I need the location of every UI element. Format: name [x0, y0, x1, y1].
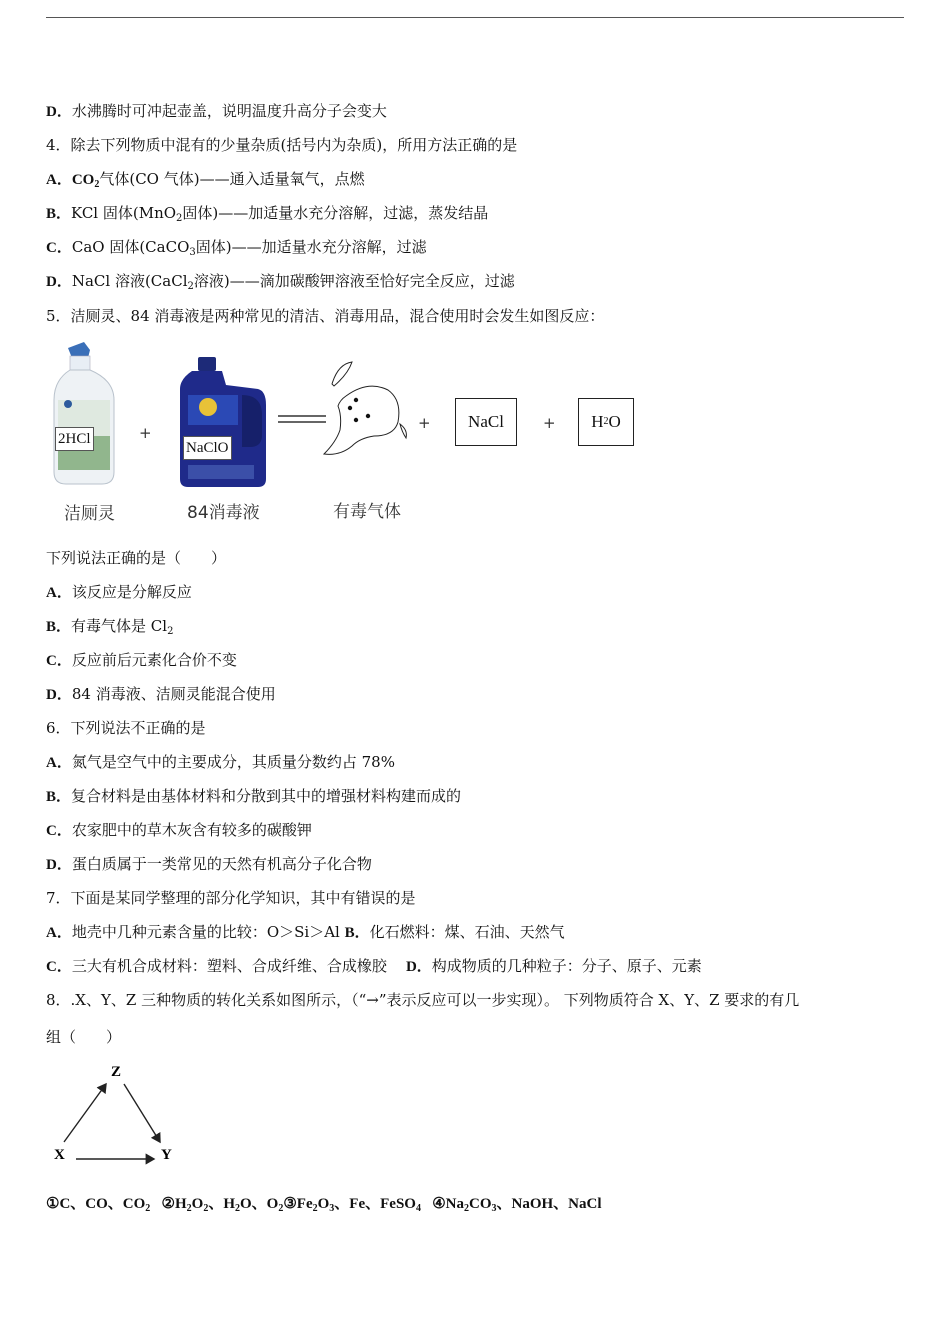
- arrow-z-to-y: [124, 1084, 160, 1142]
- option-text: 蛋白质属于一类常见的天然有机高分子化合物: [71, 855, 372, 873]
- option-key: A．: [46, 755, 72, 771]
- q7-stem: 7．下面是某同学整理的部分化学知识，其中有错误的是: [46, 889, 416, 907]
- option-text: 有毒气体是 Cl: [71, 617, 168, 635]
- formula: 、Fe、FeSO: [334, 1196, 416, 1212]
- formula: O: [608, 412, 621, 431]
- subscript: 2: [203, 1203, 209, 1214]
- option-text: 84 消毒液、洁厕灵能混合使用: [71, 685, 276, 703]
- option-text: 地壳中几种元素含量的比较：O＞Si＞Al: [71, 923, 340, 941]
- formula: 、H: [208, 1196, 235, 1212]
- option-key: C．: [46, 959, 72, 975]
- subscript: 4: [415, 1203, 421, 1214]
- option-key: C．: [46, 653, 72, 669]
- option-key: D．: [46, 857, 72, 873]
- q6-option-b: [46, 786, 461, 807]
- node-x: X: [54, 1147, 65, 1163]
- option-key: D．: [46, 687, 72, 703]
- formula: O: [317, 1196, 330, 1212]
- subscript: 3: [189, 247, 196, 258]
- q4-option-d: [46, 271, 515, 292]
- node-y: Y: [161, 1147, 172, 1163]
- bottle1-caption: 洁厕灵: [64, 504, 115, 524]
- option-key: C．: [46, 240, 72, 256]
- subscript: 3: [329, 1203, 335, 1214]
- option-2: ②H: [161, 1196, 187, 1212]
- option-text: 构成物质的几种粒子：分子、原子、元素: [431, 957, 702, 975]
- q5-question: 下列说法正确的是（ ）: [46, 549, 227, 567]
- q5-stem: 5．洁厕灵、84 消毒液是两种常见的清洁、消毒用品，混合使用时会发生如图反应：: [46, 307, 605, 325]
- q4-option-c: [46, 237, 427, 258]
- q8-options: [46, 1194, 602, 1214]
- option-text: CaO 固体(CaCO: [71, 238, 190, 256]
- option-key: A．: [46, 172, 72, 188]
- option-text: 氮气是空气中的主要成分，其质量分数约占 78%: [71, 753, 395, 771]
- option-text: 化石燃料：煤、石油、天然气: [369, 923, 565, 941]
- option-key: B．: [46, 206, 72, 222]
- option-text: 复合材料是由基体材料和分散到其中的增强材料构建而成的: [71, 787, 462, 805]
- toxic-gas-cloud-icon: [318, 356, 414, 464]
- xyz-triangle-diagram: [48, 1060, 178, 1172]
- q5-option-d: [46, 684, 276, 705]
- q8-stem-line2: 组（ ）: [46, 1028, 122, 1046]
- q5-option-b: [46, 616, 173, 637]
- toilet-cleaner-bottle-icon: [50, 340, 120, 490]
- option-key: D．: [405, 959, 432, 975]
- q4-option-b: [46, 203, 488, 224]
- option-text: 溶液)——滴加碳酸钾溶液至恰好完全反应，过滤: [193, 272, 515, 290]
- subscript: 3: [491, 1203, 497, 1214]
- subscript: 2: [312, 1203, 318, 1214]
- q6-option-d: [46, 854, 372, 875]
- q3-option-d: [46, 101, 387, 122]
- option-text: 固体)——加适量水充分溶解，过滤，蒸发结晶: [182, 204, 489, 222]
- option-key: D．: [46, 104, 72, 120]
- product-h2o-box: H 2 O: [578, 398, 634, 446]
- option-text: KCl 固体(MnO: [71, 204, 177, 222]
- subscript: 2: [167, 626, 174, 637]
- subscript: 2: [463, 1203, 469, 1214]
- option-key: B．: [46, 789, 72, 805]
- bottle2-label: NaClO: [183, 436, 232, 460]
- option-text: NaCl 溶液(CaCl: [71, 272, 188, 290]
- plus-sign: +: [418, 414, 431, 432]
- subscript: 2: [186, 1203, 192, 1214]
- formula: O: [191, 1196, 204, 1212]
- arrow-x-to-z: [64, 1084, 106, 1142]
- option-text: 固体)——加适量水充分溶解，过滤: [195, 238, 427, 256]
- option-text: 三大有机合成材料：塑料、合成纤维、合成橡胶: [71, 957, 387, 975]
- subscript: 2: [176, 213, 183, 224]
- option-key: B．: [46, 619, 72, 635]
- option-text: 农家肥中的草木灰含有较多的碳酸钾: [71, 821, 312, 839]
- q5-option-a: [46, 582, 192, 603]
- q5-option-c: [46, 650, 237, 671]
- q4-stem: 4．除去下列物质中混有的少量杂质(括号内为杂质)，所用方法正确的是: [46, 136, 518, 154]
- option-1: ①C、CO、CO: [46, 1196, 146, 1212]
- option-key: A．: [46, 925, 72, 941]
- subscript: 2: [187, 281, 194, 292]
- product-nacl-box: NaCl: [455, 398, 517, 446]
- option-text: 该反应是分解反应: [71, 583, 192, 601]
- subscript: 2: [145, 1203, 151, 1214]
- subscript: 2: [235, 1203, 240, 1214]
- formula: 、NaOH、NaCl: [496, 1196, 602, 1212]
- q7-options-cd: [46, 956, 702, 977]
- q7-options-ab: [46, 922, 565, 943]
- option-text: 气体(CO 气体)——通入适量氧气，点燃: [99, 170, 365, 188]
- bottle2-caption: 84消毒液: [187, 503, 260, 523]
- formula: O、O: [240, 1196, 279, 1212]
- disinfectant-bottle-icon: [178, 355, 268, 490]
- q6-stem: 6．下列说法不正确的是: [46, 719, 206, 737]
- bottle1-label: 2HCl: [55, 427, 94, 451]
- option-text: 水沸腾时可冲起壶盖，说明温度升高分子会变大: [71, 102, 387, 120]
- formula: CO: [468, 1196, 492, 1212]
- option-3: ③Fe: [283, 1196, 313, 1212]
- option-4: ④Na: [432, 1196, 464, 1212]
- option-key: A．: [46, 585, 72, 601]
- option-key: C．: [46, 823, 72, 839]
- q6-option-a: [46, 752, 395, 773]
- option-text: 反应前后元素化合价不变: [71, 651, 237, 669]
- q8-stem-line1: 8．.X、Y、Z 三种物质的转化关系如图所示，（“→”表示反应可以一步实现）。 下列物质符合 X、Y、Z 要求的有几: [46, 991, 800, 1009]
- q4-option-a: [46, 169, 365, 190]
- gas-caption: 有毒气体: [333, 502, 401, 522]
- formula: H: [591, 412, 604, 431]
- subscript: 2: [278, 1203, 284, 1214]
- q6-option-c: [46, 820, 312, 841]
- node-z: Z: [111, 1064, 122, 1080]
- option-key: D．: [46, 274, 72, 290]
- header-rule: [46, 17, 904, 18]
- formula: CO: [71, 172, 95, 188]
- option-key: B．: [344, 925, 370, 941]
- plus-sign: +: [139, 424, 152, 442]
- plus-sign: +: [543, 414, 556, 432]
- subscript: 2: [94, 179, 100, 190]
